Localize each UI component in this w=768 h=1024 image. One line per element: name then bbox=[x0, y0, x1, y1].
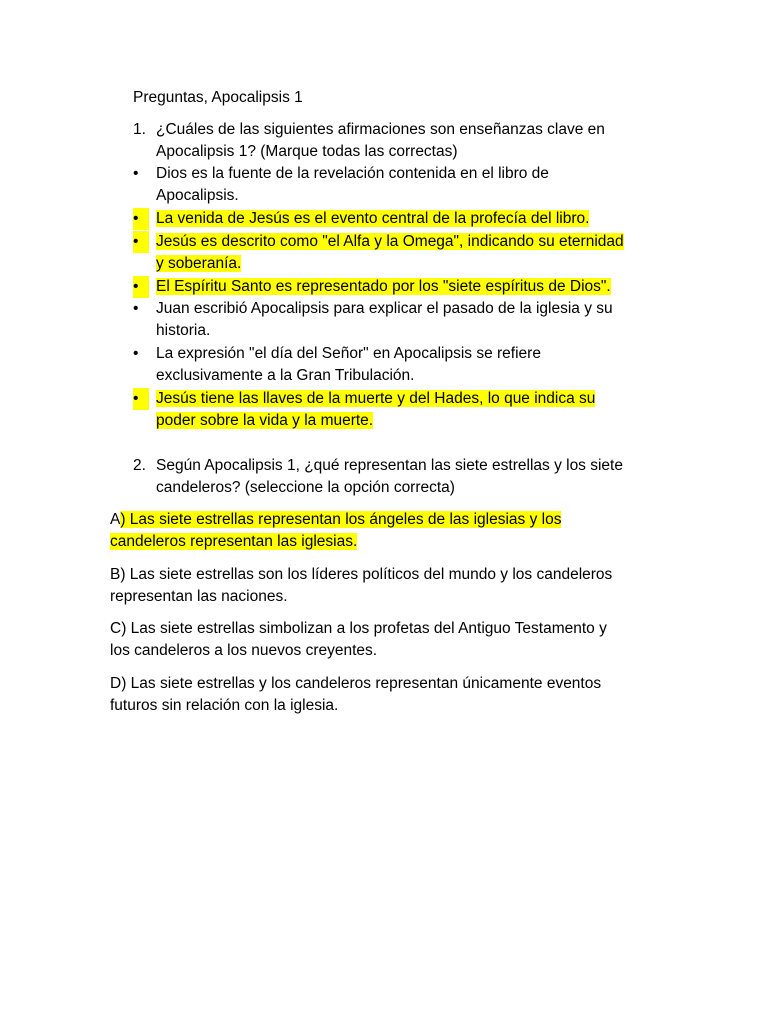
bullet-icon: • bbox=[133, 208, 149, 230]
option-letter: D bbox=[110, 675, 122, 692]
bullet-icon: • bbox=[133, 345, 139, 362]
bullet-icon: • bbox=[133, 388, 149, 410]
question-1-line: ¿Cuáles de las siguientes afirmaciones son enseñanzas clave en bbox=[156, 121, 605, 138]
question-1-text bbox=[156, 119, 651, 163]
bullet-line: historia. bbox=[156, 322, 211, 339]
option-letter: C bbox=[110, 620, 122, 637]
option-text: ) Las siete estrellas simbolizan a los profetas del Antiguo Testamento y bbox=[121, 620, 607, 637]
option-letter: A bbox=[110, 511, 121, 528]
option-c bbox=[110, 618, 655, 662]
document-title: Preguntas, Apocalipsis 1 bbox=[133, 89, 303, 106]
question-1-line: Apocalipsis 1? (Marque todas las correctas) bbox=[156, 143, 458, 160]
option-b bbox=[110, 564, 655, 608]
bullet-line-highlighted: Jesús tiene las llaves de la muerte y del Hades, lo que indica su bbox=[156, 390, 596, 407]
option-text: futuros sin relación con la iglesia. bbox=[110, 697, 339, 714]
option-text: los candeleros a los nuevos creyentes. bbox=[110, 642, 378, 659]
bullet-line: La expresión "el día del Señor" en Apocalipsis se refiere bbox=[156, 345, 541, 362]
bullet-line-highlighted: El Espíritu Santo es representado por los "siete espíritus de Dios". bbox=[156, 278, 611, 295]
option-text: representan las naciones. bbox=[110, 588, 288, 605]
question-2-number: 2. bbox=[133, 457, 146, 474]
option-letter: B bbox=[110, 566, 121, 583]
option-text: ) Las siete estrellas son los líderes políticos del mundo y los candeleros bbox=[120, 566, 613, 583]
question-2-line: candeleros? (seleccione la opción correcta) bbox=[156, 479, 455, 496]
question-2-line: Según Apocalipsis 1, ¿qué representan las siete estrellas y los siete bbox=[156, 457, 623, 474]
bullet-icon: • bbox=[133, 300, 139, 317]
option-text: ) Las siete estrellas y los candeleros representan únicamente eventos bbox=[121, 675, 602, 692]
bullet-icon: • bbox=[133, 231, 149, 253]
bullet-line: Juan escribió Apocalipsis para explicar el pasado de la iglesia y su bbox=[156, 300, 613, 317]
bullet-line-highlighted: poder sobre la vida y la muerte. bbox=[156, 412, 374, 429]
bullet-line: exclusivamente a la Gran Tribulación. bbox=[156, 367, 415, 384]
bullet-line-highlighted: La venida de Jesús es el evento central de la profecía del libro. bbox=[156, 210, 590, 227]
option-d bbox=[110, 673, 655, 717]
option-a bbox=[110, 509, 655, 553]
bullet-icon: • bbox=[133, 276, 149, 298]
question-2-text bbox=[156, 455, 651, 499]
bullet-line: Apocalipsis. bbox=[156, 187, 239, 204]
bullet-line-highlighted: Jesús es descrito como "el Alfa y la Omega", indicando su eternidad bbox=[156, 233, 624, 250]
bullet-line: Dios es la fuente de la revelación contenida en el libro de bbox=[156, 165, 549, 182]
bullet-icon: • bbox=[133, 165, 139, 182]
option-text-highlighted: ) Las siete estrellas representan los ángeles de las iglesias y los bbox=[120, 511, 562, 528]
bullet-line-highlighted: y soberanía. bbox=[156, 255, 242, 272]
option-text-highlighted: candeleros representan las iglesias. bbox=[110, 533, 358, 550]
question-1-number: 1. bbox=[133, 121, 146, 138]
